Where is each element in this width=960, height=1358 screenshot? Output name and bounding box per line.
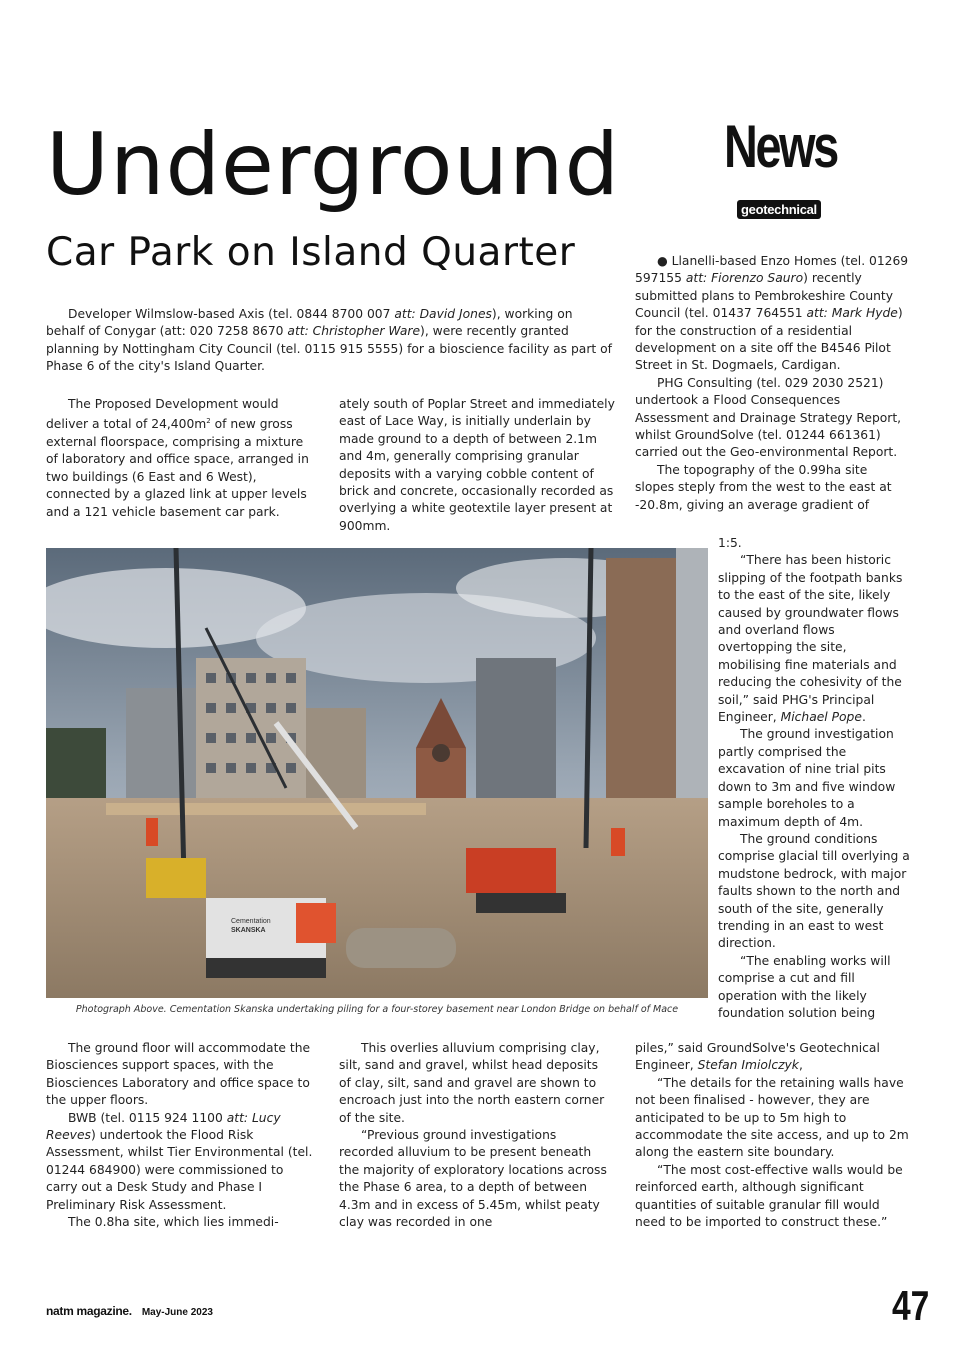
photo-caption: Photograph Above. Cementation Skanska undertaking piling for a four-storey basement near London Bridge on behalf of Mace: [75, 1004, 679, 1015]
page-number: 47: [892, 1282, 930, 1329]
headline-subtitle: Car Park on Island Quarter: [46, 230, 576, 275]
footer: [46, 1304, 213, 1318]
issue-date: May-June 2023: [141, 1307, 213, 1318]
article-column-3-wrap: 1:5. “There has been historic slipping of the footpath banks to the east of the site, likely caused by groundwater flows and overland flows overtopping the site, mobilising fine materials and reducing the cohesivity of the soil,” said PHG's Principal Engineer, Michael Pope. The ground investigation partly comprised the excavation of nine trial pits down to 3m and five window sample boreholes to a maximum depth of 4m. The ground conditions comprise glacial till overlying a mudstone bedrock, with major faults shown to the north and south of the site, generally trending in an east to west direction. “The enabling works will comprise a cut and fill operation with the likely foundation solution being: [718, 536, 910, 1020]
category-tag: geotechnical: [737, 200, 821, 219]
article-column-1: The Proposed Development would deliver a total of $24,400m^2$ of new gross external floorspace, comprising a mixture of laboratory and office space, arranged in two buildings (6 East and 6 West), connected by a glazed link at upper levels and a 121 vehicle basement car park.: [46, 397, 309, 519]
rig-label-2: SKANSKA: [231, 927, 266, 934]
bullet-icon: ●: [657, 254, 668, 268]
article-column-3-bottom: piles,” said GroundSolve's Geotechnical Engineer, Stefan Imiolczyk, “The details for the retaining walls have not been finalised - however, they are anticipated to be up to 5m high to accommodate the site access, and up to 2m along the eastern site boundary. “The most cost-effective walls would be reinforced earth, although significant quantities of suitable granular fill would need to be imported to construct these.”: [635, 1041, 909, 1230]
intro-paragraph: Developer Wilmslow-based Axis (tel. 0844 8700 007 att: David Jones), working on behalf of Conygar (att: 020 7258 8670 att: Christopher Ware), were recently granted planning by Nottingham City Council (tel. 0115 915 5555) for a bioscience facility as part of Phase 6 of the city's Island Quarter.: [46, 307, 612, 374]
article-column-3: ● Llanelli-based Enzo Homes (tel. 01269 597155 att: Fiorenzo Sauro) recently submitted plans to Pembrokeshire County Council (tel. 01437 764551 att: Mark Hyde) for the construction of a residential development on a site off the B4546 Pilot Street in St. Dogmaels, Cardigan. PHG Consulting (tel. 029 2030 2521) undertook a Flood Consequences Assessment and Drainage Strategy Report, whilst GroundSolve (tel. 01244 661361) carried out the Geo-environmental Report. The topography of the 0.99ha site slopes steply from the west to the east at -20.8m, giving an average gradient of: [635, 254, 909, 512]
article-bottom-column-1: The ground floor will accommodate the Biosciences support spaces, with the Biosciences Laboratory and office space to the upper floors. BWB (tel. 0115 924 1100 att: Lucy Reeves) undertook the Flood Risk Assessment, whilst Tier Environmental (tel. 01244 684900) were commissioned to carry out a Desk Study and Phase I Preliminary Risk Assessment. The 0.8ha site, which lies immedi-: [46, 1041, 313, 1230]
article-column-2: ately south of Poplar Street and immediately east of Lace Way, is initially underlain by made ground to a depth of between 2.1m and 4m, generally comprising granular deposits with a varying cobble content of brick and concrete, occasionally recorded as overlying a white geotextile layer present at 900mm.: [339, 397, 615, 533]
headline-title: Underground: [46, 115, 621, 215]
article-bottom-column-2: This overlies alluvium comprising clay, silt, sand and gravel, whilst head deposits of clay, silt, sand and gravel are shown to encroach just into the north eastern corner of the site. “Previous ground investigations recorded alluvium to be present beneath the majority of exploratory locations across the Phase 6 area, to a depth of between 4.3m and in excess of 5.45m, whilst peaty clay was recorded in one: [339, 1041, 607, 1230]
magazine-name: natm magazine.: [46, 1304, 132, 1318]
rig-label-1: Cementation: [231, 918, 271, 925]
section-label: News: [724, 113, 837, 180]
construction-site-photo: [46, 548, 708, 998]
